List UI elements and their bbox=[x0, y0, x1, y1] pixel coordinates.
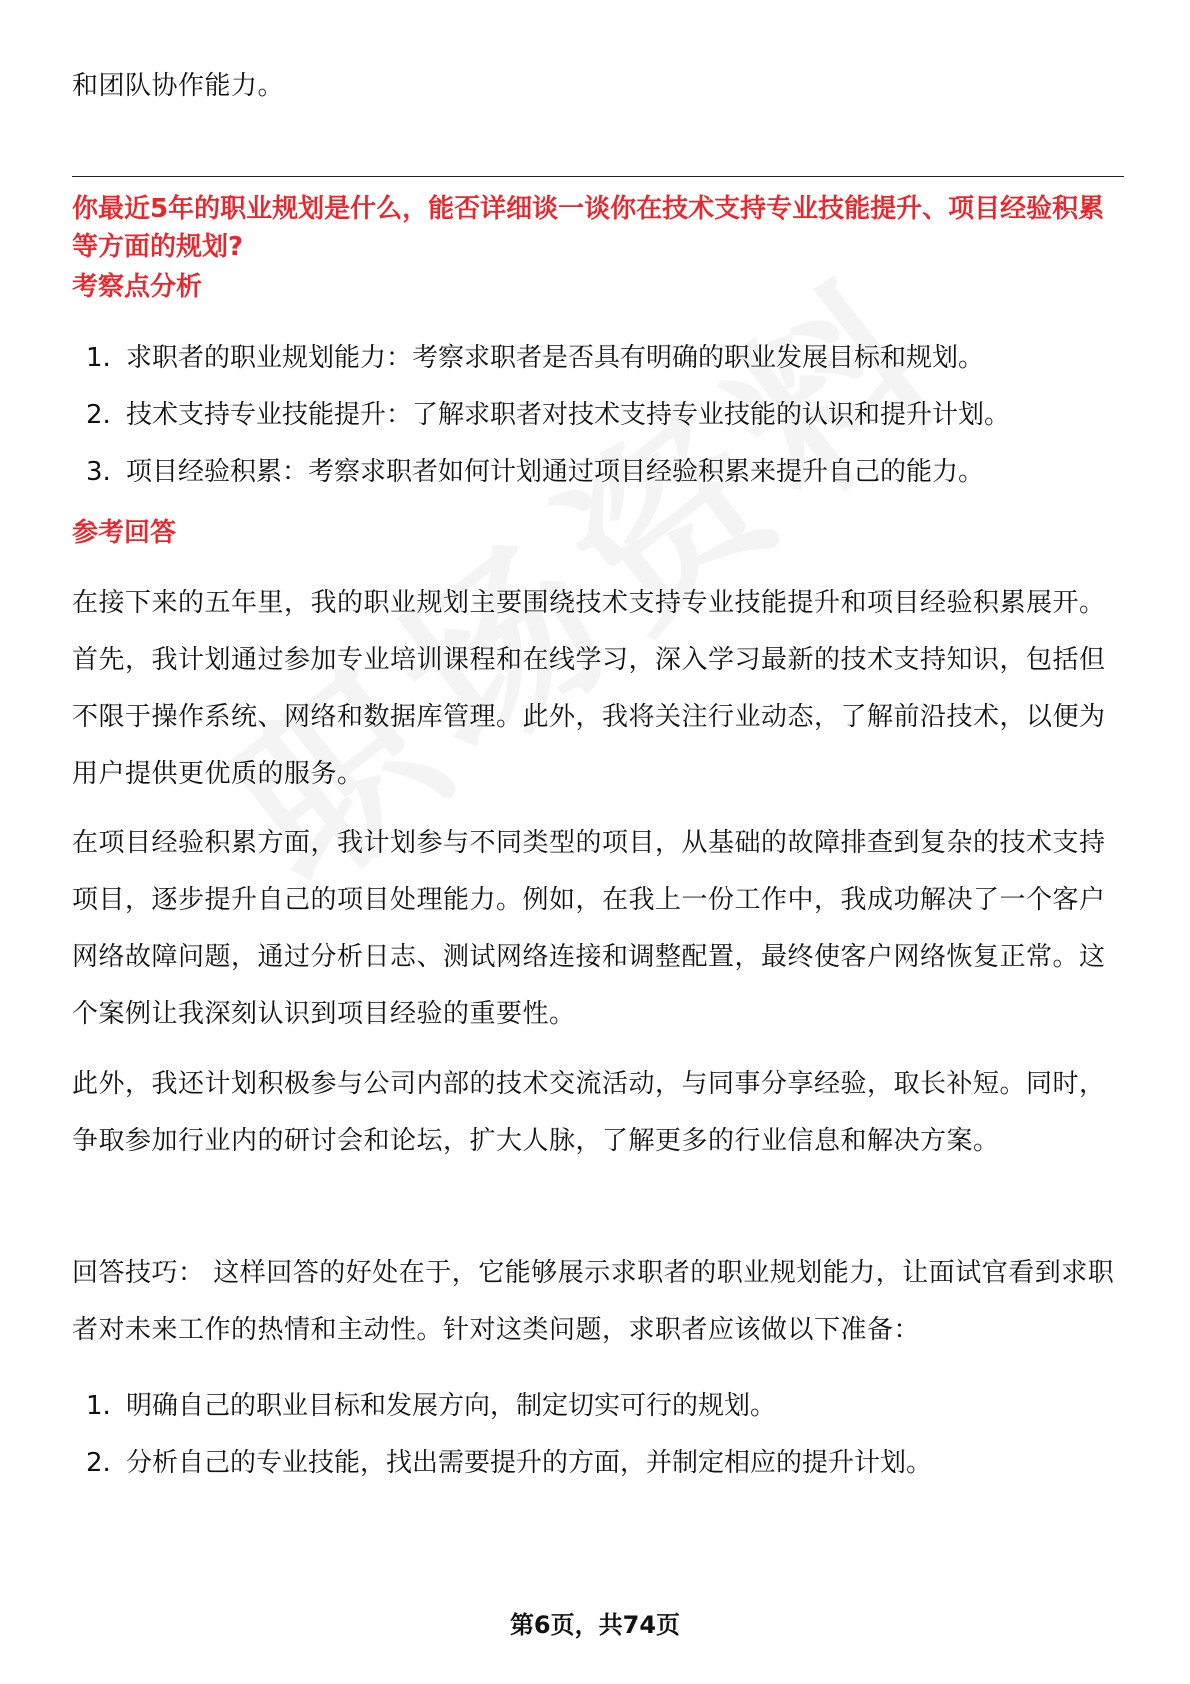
list-item-text: 求职者的职业规划能力：考察求职者是否具有明确的职业发展目标和规划。 bbox=[126, 343, 985, 373]
answer-paragraph: 在接下来的五年里，我的职业规划主要围绕技术支持专业技能提升和项目经验积累展开。首先，我计划通过参加专业培训课程和在线学习，深入学习最新的技术支持知识，包括但不限于操作系统、网络和数据库管理。此外，我将关注行业动态，了解前沿技术，以便为用户提供更优质的服务。 bbox=[72, 588, 1106, 789]
analysis-title: 考察点分析 bbox=[72, 272, 203, 302]
tips-list bbox=[72, 1378, 1124, 1492]
list-item-number: 2. bbox=[86, 1448, 111, 1478]
list-item bbox=[72, 330, 1124, 387]
tips-paragraph: 回答技巧： 这样回答的好处在于，它能够展示求职者的职业规划能力，让面试官看到求职者对未来工作的热情和主动性。针对这类问题，求职者应该做以下准备： bbox=[72, 1258, 1115, 1345]
list-item bbox=[72, 444, 1124, 501]
answer-paragraph: 此外，我还计划积极参与公司内部的技术交流活动，与同事分享经验，取长补短。同时，争取参加行业内的研讨会和论坛，扩大人脉，了解更多的行业信息和解决方案。 bbox=[72, 1069, 1106, 1156]
answer-title: 参考回答 bbox=[72, 518, 177, 548]
list-item-text: 分析自己的专业技能，找出需要提升的方面，并制定相应的提升计划。 bbox=[126, 1448, 933, 1478]
answer-paragraph: 在项目经验积累方面，我计划参与不同类型的项目，从基础的故障排查到复杂的技术支持项目，逐步提升自己的项目处理能力。例如，在我上一份工作中，我成功解决了一个客户网络故障问题，通过分析日志、测试网络连接和调整配置，最终使客户网络恢复正常。这个案例让我深刻认识到项目经验的重要性。 bbox=[72, 828, 1106, 1029]
question-heading: 你最近5年的职业规划是什么，能否详细谈一谈你在技术支持专业技能提升、项目经验积累等方面的规划? bbox=[72, 194, 1105, 262]
list-item bbox=[72, 387, 1124, 444]
intro-fragment: 和团队协作能力。 bbox=[72, 71, 285, 101]
analysis-list bbox=[72, 330, 1124, 501]
divider bbox=[72, 176, 1124, 177]
list-item-number: 1. bbox=[86, 1391, 111, 1421]
list-item-text: 项目经验积累：考察求职者如何计划通过项目经验积累来提升自己的能力。 bbox=[126, 457, 985, 487]
page-number-footer: 第6页，共74页 bbox=[509, 1611, 681, 1639]
list-item-text: 明确自己的职业目标和发展方向，制定切实可行的规划。 bbox=[126, 1391, 777, 1421]
list-item-text: 技术支持专业技能提升：了解求职者对技术支持专业技能的认识和提升计划。 bbox=[126, 400, 1011, 430]
list-item-number: 2. bbox=[86, 400, 111, 430]
list-item bbox=[72, 1378, 1124, 1435]
list-item-number: 3. bbox=[86, 457, 111, 487]
list-item bbox=[72, 1435, 1124, 1492]
list-item-number: 1. bbox=[86, 343, 111, 373]
